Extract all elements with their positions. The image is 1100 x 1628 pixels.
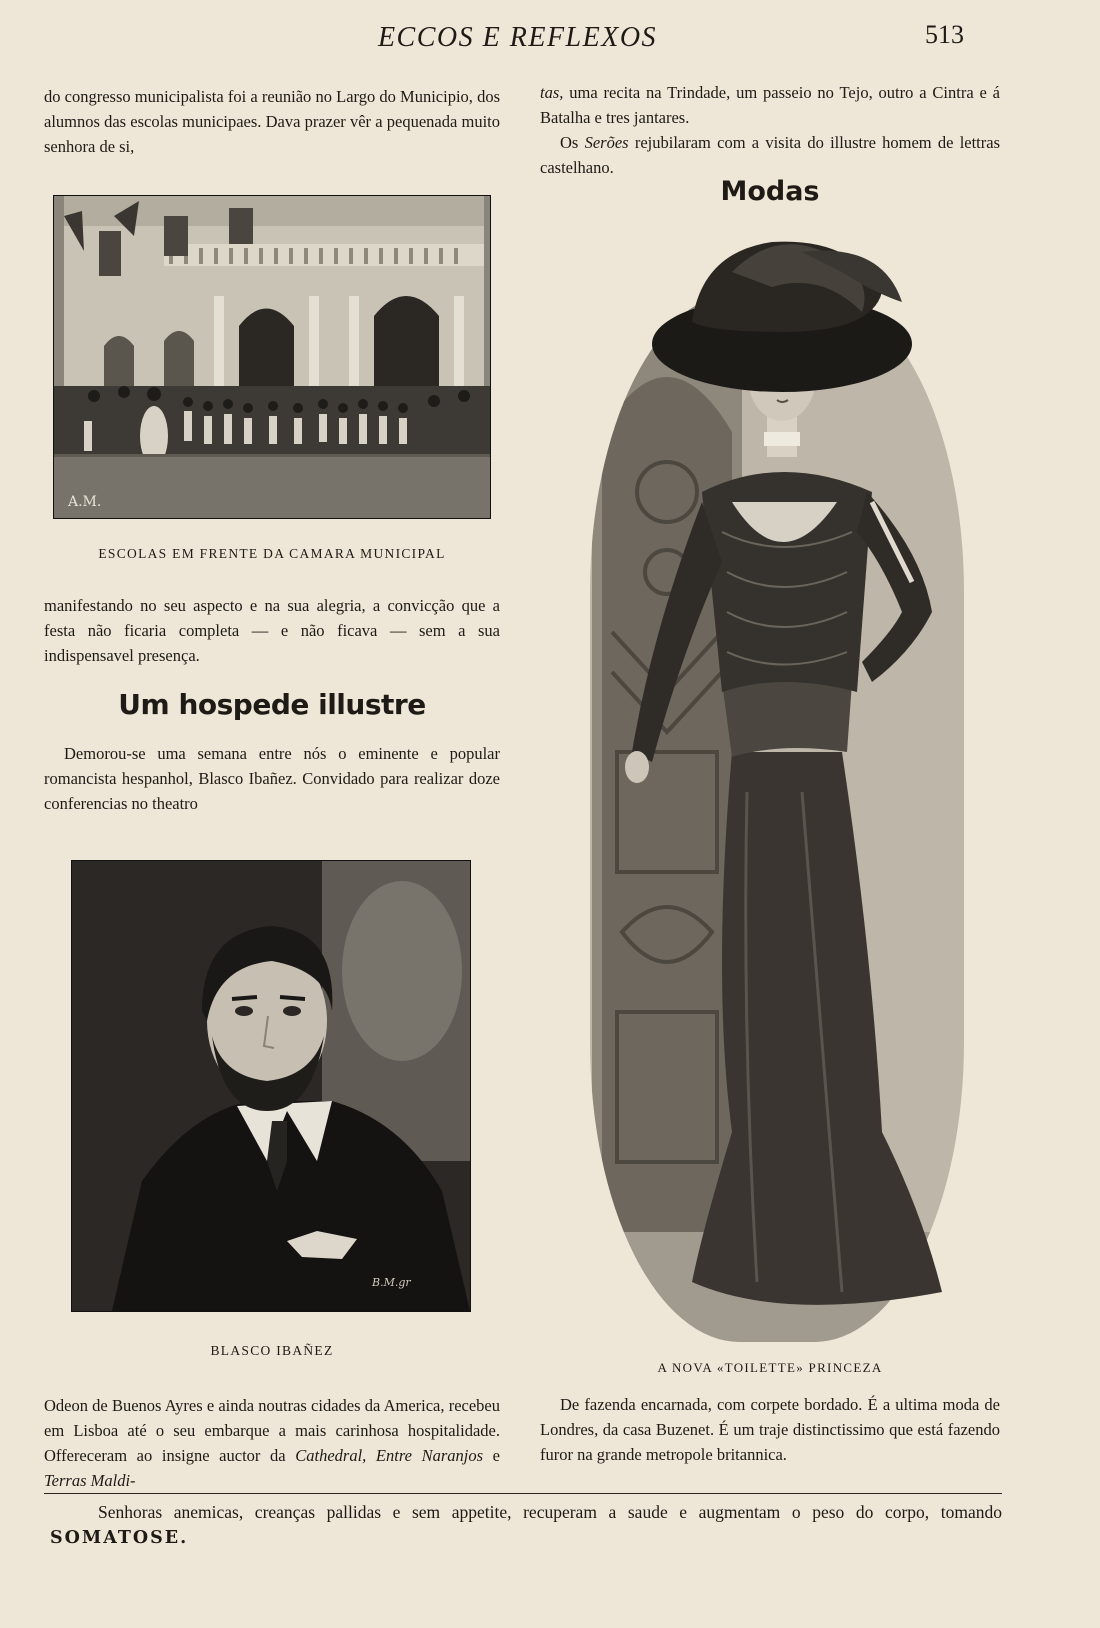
photo-schools-town-hall bbox=[53, 195, 491, 519]
page-number: 513 bbox=[925, 20, 964, 49]
advert-brand-somatose: SOMATOSE. bbox=[50, 1528, 189, 1548]
paragraph-children: manifestando no seu aspecto e na sua alegria, a convicção que a festa não ficaria completa — e não ficava — sem a sua indispensavel presença. bbox=[44, 596, 500, 665]
advert-text: Senhoras anemicas, creanças pallidas e sem appetite, recuperam a saude e augmentam o peso do corpo, tomando bbox=[98, 1502, 1002, 1522]
caption-blasco-ibanez: BLASCO IBAÑEZ bbox=[210, 1343, 334, 1358]
paragraph-congress: do congresso municipalista foi a reunião no Largo do Municipio, dos alumnos das escolas municipaes. Dava prazer vêr a pequenada muito senhora de si, bbox=[44, 87, 500, 156]
photo2-signature: B.M.gr bbox=[372, 1276, 411, 1289]
heading-illustrious-guest: Um hospede illustre bbox=[118, 688, 426, 721]
right-column-bottom bbox=[540, 1392, 1000, 1467]
caption-toilette: A NOVA «TOILETTE» PRINCEZA bbox=[657, 1360, 883, 1375]
program-italic: tas, bbox=[540, 83, 564, 102]
fashion-illustration bbox=[582, 232, 972, 1352]
left-column-bottom bbox=[44, 1393, 500, 1493]
paragraph-seroes bbox=[540, 130, 1000, 180]
left-column-guest bbox=[44, 741, 500, 816]
right-column bbox=[540, 80, 1000, 180]
odeon-titles: Cathedral, Entre Naranjos bbox=[295, 1446, 484, 1465]
footer-divider bbox=[44, 1493, 1002, 1494]
odeon-and: e bbox=[483, 1446, 501, 1465]
left-column bbox=[44, 84, 500, 159]
program-text: uma recita na Trindade, um passeio no Tejo, outro a Cintra e á Batalha e tres jantares. bbox=[540, 83, 1000, 127]
paragraph-program bbox=[540, 80, 1000, 130]
seroes-italic: Serões bbox=[584, 133, 629, 152]
odeon-text: Odeon de Buenos Ayres e ainda noutras cidades da America, recebeu em Lisboa até o seu embarque a mais carinhosa hospitalidade. Offereceram ao insigne auctor da bbox=[44, 1396, 500, 1465]
caption-schools: ESCOLAS EM FRENTE DA CAMARA MUNICIPAL bbox=[98, 546, 446, 561]
photo-toilette-princeza bbox=[582, 232, 972, 1352]
portrait-illustration bbox=[72, 861, 470, 1311]
heading-fashion: Modas bbox=[720, 176, 820, 207]
odeon-title-terras: Terras Maldi- bbox=[44, 1471, 136, 1490]
running-title: ECCOS E REFLEXOS bbox=[377, 22, 658, 53]
paragraph-fashion: De fazenda encarnada, com corpete bordado. É a ultima moda de Londres, da casa Buzenet. É um traje distinctissimo que está fazendo furor na grande metropole britannica. bbox=[540, 1395, 1000, 1464]
seroes-text-1: Os bbox=[560, 133, 585, 152]
paragraph-odeon bbox=[44, 1393, 500, 1493]
left-column-middle bbox=[44, 593, 500, 668]
seroes-text-2: rejubilaram com a visita do illustre homem de lettras castelhano. bbox=[540, 133, 1001, 177]
schools-photo-illustration bbox=[54, 196, 490, 518]
photo1-signature: A.M. bbox=[68, 494, 102, 510]
paragraph-blasco-ibanez: Demorou-se uma semana entre nós o eminente e popular romancista hespanhol, Blasco Ibañez. Convidado para realizar doze conferencias no theatro bbox=[44, 744, 500, 813]
photo-blasco-ibanez bbox=[71, 860, 471, 1312]
footer-advert bbox=[50, 1500, 1002, 1551]
